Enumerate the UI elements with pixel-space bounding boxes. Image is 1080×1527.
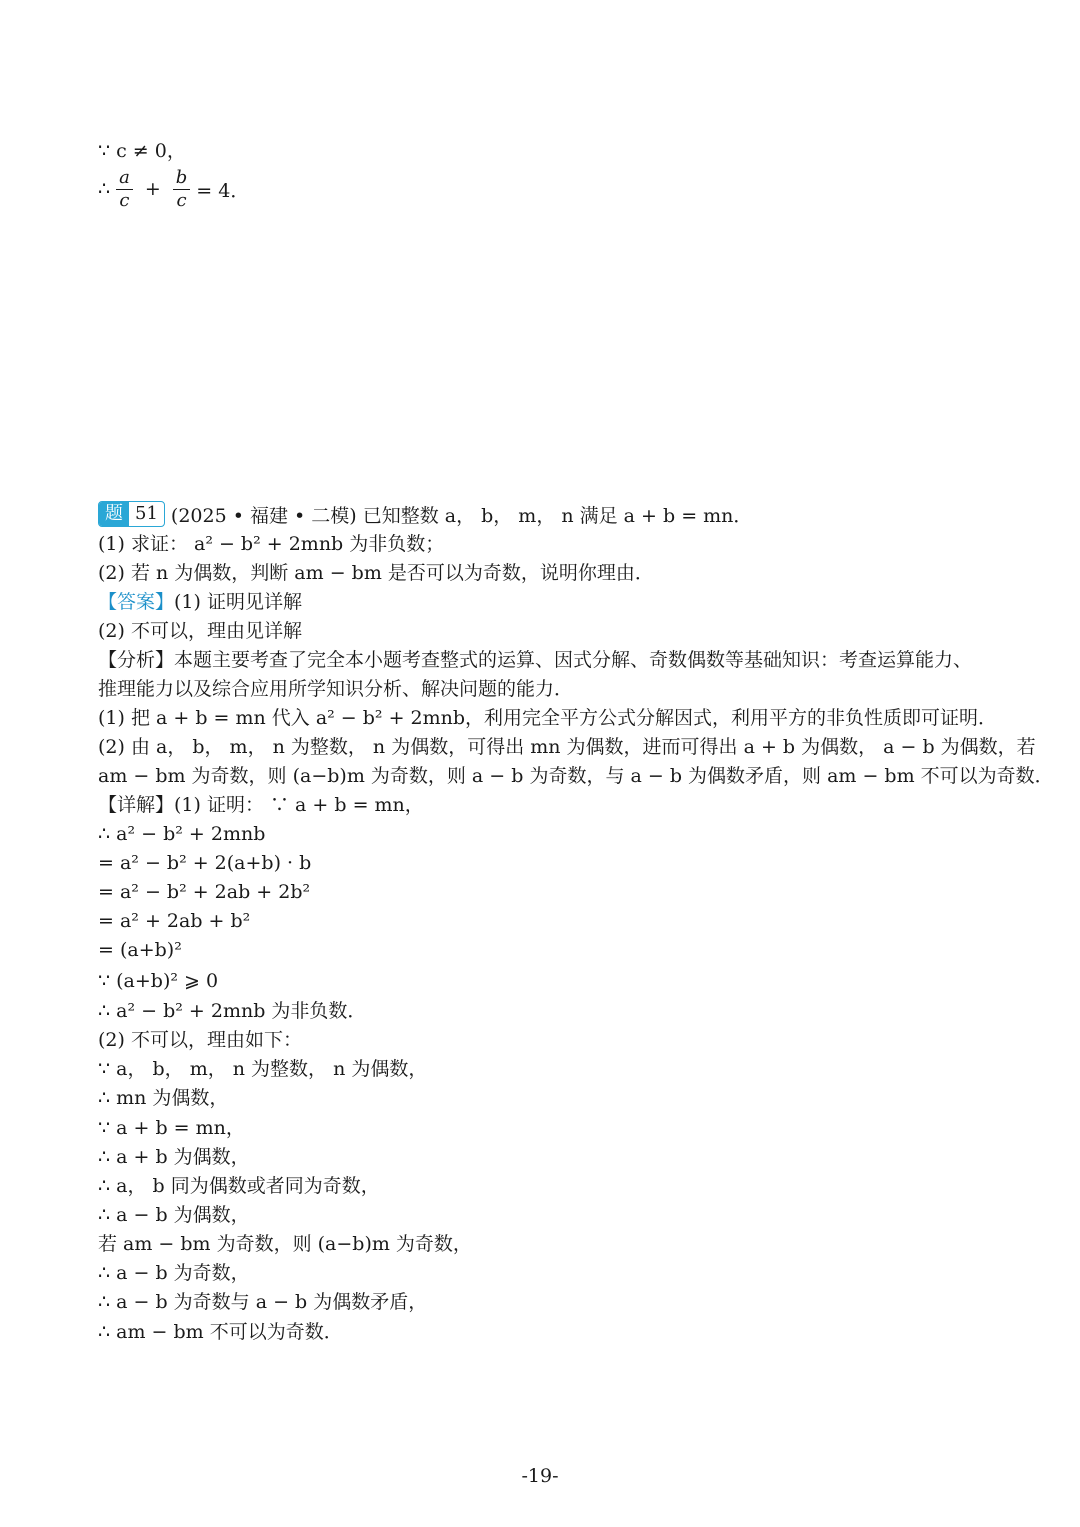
detail-line: = a² − b² + 2ab + 2b² xyxy=(98,881,311,903)
fraction-b-over-c xyxy=(173,168,191,211)
fraction-numerator: a xyxy=(116,168,133,190)
detail-line: = a² + 2ab + b² xyxy=(98,910,251,932)
analysis-line-5: am − bm 为奇数，则 (a−b)m 为奇数，则 a − b 为奇数，与 a − b 为偶数矛盾，则 am − bm 不可以为奇数． xyxy=(98,765,1054,787)
fraction-denominator: c xyxy=(119,189,130,211)
detail-line: ∵ (a+b)² ⩾ 0 xyxy=(98,970,219,992)
analysis-line-2: 推理能力以及综合应用所学知识分析、解决问题的能力． xyxy=(98,678,574,700)
answer-2: (2) 不可以，理由见详解 xyxy=(98,620,302,642)
question-1: (1) 求证： a² − b² + 2mnb 为非负数； xyxy=(98,533,445,555)
detail-line: 若 am − bm 为奇数，则 (a−b)m 为奇数， xyxy=(98,1233,472,1255)
detail-line: ∴ a， b 同为偶数或者同为奇数， xyxy=(98,1175,380,1197)
page-number: -19- xyxy=(521,1465,559,1487)
detail-text: (1) 证明： ∵ a + b = mn， xyxy=(174,794,424,816)
detail-line: ∵ a + b = mn， xyxy=(98,1117,245,1139)
analysis-text-1: 本题主要考查了完全本小题考查整式的运算、因式分解、奇数偶数等基础知识：考查运算能力、 xyxy=(174,649,973,671)
detail-line: ∵ a， b， m， n 为整数， n 为偶数， xyxy=(98,1058,428,1080)
detail-line: ∴ a − b 为偶数， xyxy=(98,1204,250,1226)
problem-badge xyxy=(98,501,165,527)
analysis-tag: 【分析】 xyxy=(98,649,175,671)
equals-result: = 4． xyxy=(196,179,250,202)
problem-stem xyxy=(98,500,752,528)
fraction-result-line xyxy=(98,166,249,212)
detail-line xyxy=(98,791,424,819)
analysis-line-1 xyxy=(98,646,972,674)
detail-line: ∴ a − b 为奇数与 a − b 为偶数矛盾， xyxy=(98,1291,428,1313)
therefore-symbol: ∴ xyxy=(98,178,111,200)
detail-line: ∴ a + b 为偶数， xyxy=(98,1146,250,1168)
detail-line: = a² − b² + 2(a+b) · b xyxy=(98,852,312,874)
problem-source-and-stem: (2025 • 福建 • 二模) 已知整数 a， b， m， n 满足 a + b = mn． xyxy=(170,504,753,527)
detail-line: (2) 不可以，理由如下： xyxy=(98,1029,302,1051)
problem-number: 51 xyxy=(135,503,158,524)
problem-badge-title: 题 xyxy=(99,502,129,526)
detail-line: ∴ a² − b² + 2mnb xyxy=(98,823,266,845)
detail-line: = (a+b)² xyxy=(98,939,182,961)
answer-tag: 【答案】 xyxy=(98,591,175,613)
detail-line: ∴ a − b 为奇数， xyxy=(98,1262,250,1284)
answer-1: (1) 证明见详解 xyxy=(174,591,302,613)
answer-line-1 xyxy=(98,588,302,616)
fraction-a-over-c xyxy=(116,168,133,211)
condition-line: ∵ c ≠ 0， xyxy=(98,140,186,162)
analysis-line-3: (1) 把 a + b = mn 代入 a² − b² + 2mnb，利用完全平方公式分解因式，利用平方的非负性质即可证明． xyxy=(98,707,998,729)
question-2: (2) 若 n 为偶数，判断 am − bm 是否可以为奇数，说明你理由． xyxy=(98,562,654,584)
fraction-numerator: b xyxy=(173,168,191,190)
detail-line: ∴ am − bm 不可以为奇数． xyxy=(98,1321,343,1343)
fraction-denominator: c xyxy=(176,189,187,211)
plus-sign: + xyxy=(144,178,161,200)
detail-tag: 【详解】 xyxy=(98,794,175,816)
analysis-line-4: (2) 由 a， b， m， n 为整数， n 为偶数，可得出 mn 为偶数，进而可得出 a + b 为偶数， a − b 为偶数，若 xyxy=(98,736,1036,758)
detail-line: ∴ a² − b² + 2mnb 为非负数． xyxy=(98,1000,367,1022)
detail-line: ∴ mn 为偶数， xyxy=(98,1087,229,1109)
